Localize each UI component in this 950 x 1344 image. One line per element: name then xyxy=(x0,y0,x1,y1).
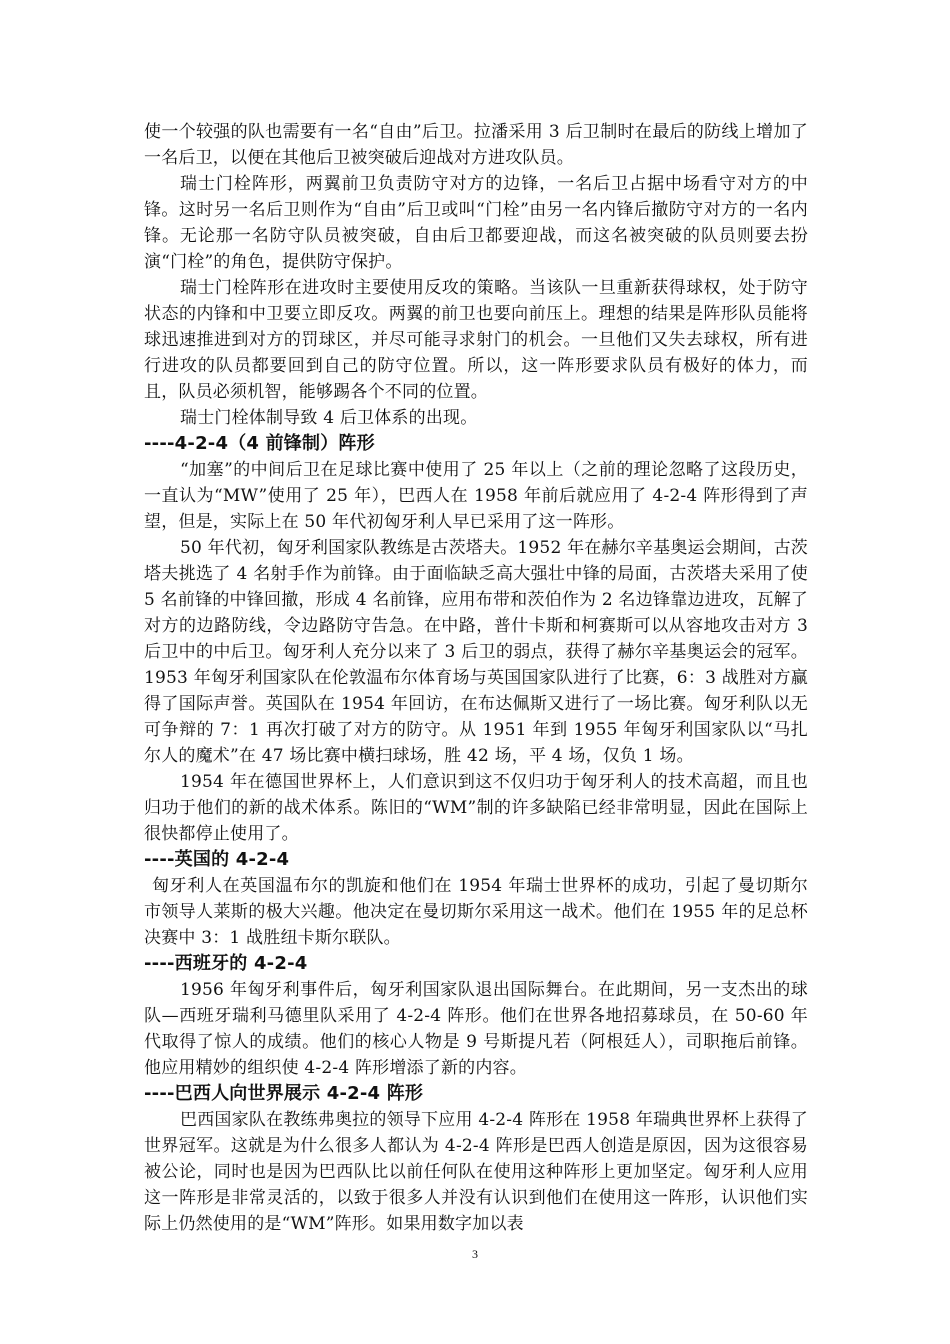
body-paragraph: 1956 年匈牙利事件后，匈牙利国家队退出国际舞台。在此期间，另一支杰出的球队—西班牙瑞利马德里队采用了 4-2-4 阵形。他们在世界各地招募球员，在 50-60 年代取得了惊人的成绩。他们的核心人物是 9 号斯提凡若（阿根廷人），司职拖后前锋。他应用精妙的组织使 4-2-4 阵形增添了新的内容。 xyxy=(144,980,808,1078)
section-heading: ----巴西人向世界展示 4-2-4 阵形 xyxy=(144,1083,424,1104)
body-paragraph: 巴西国家队在教练弗奥拉的领导下应用 4-2-4 阵形在 1958 年瑞典世界杯上获得了世界冠军。这就是为什么很多人都认为 4-2-4 阵形是巴西人创造是原因，因为这很容易被公论，同时也是因为巴西队比以前任何队在使用这种阵形上更加坚定。匈牙利人应用这一阵形是非常灵活的，以致于很多人并没有认识到他们在使用这一阵形，认识他们实际上仍然使用的是“WM”阵形。如果用数字加以表 xyxy=(144,1110,808,1234)
section-heading: ----4-2-4（4 前锋制）阵形 xyxy=(144,433,375,454)
section-heading: ----西班牙的 4-2-4 xyxy=(144,953,308,974)
body-paragraph: 1954 年在德国世界杯上，人们意识到这不仅归功于匈牙利人的技术高超，而且也归功于他们的新的战术体系。陈旧的“WM”制的许多缺陷已经非常明显，因此在国际上很快都停止使用了。 xyxy=(144,772,808,844)
body-paragraph: 使一个较强的队也需要有一名“自由”后卫。拉潘采用 3 后卫制时在最后的防线上增加了一名后卫，以便在其他后卫被突破后迎战对方进攻队员。 xyxy=(144,122,808,168)
section-heading: ----英国的 4-2-4 xyxy=(144,849,290,870)
page-number: 3 xyxy=(472,1247,478,1261)
body-paragraph: 瑞士门栓阵形在进攻时主要使用反攻的策略。当该队一旦重新获得球权，处于防守状态的内锋和中卫要立即反攻。两翼的前卫也要向前压上。理想的结果是阵形队员能将球迅速推进到对方的罚球区，并尽可能寻求射门的机会。一旦他们又失去球权，所有进行进攻的队员都要回到自己的防守位置。所以，这一阵形要求队员有极好的体力，而且，队员必须机智，能够踢各个不同的位置。 xyxy=(144,278,808,402)
document-body xyxy=(144,119,808,1237)
body-paragraph: 瑞士门栓阵形，两翼前卫负责防守对方的边锋，一名后卫占据中场看守对方的中锋。这时另一名后卫则作为“自由”后卫或叫“门栓”由另一名内锋后撤防守对方的一名内锋。无论那一名防守队员被突破，自由后卫都要迎战，而这名被突破的队员则要去扮演“门栓”的角色，提供防守保护。 xyxy=(144,174,808,272)
body-paragraph: “加塞”的中间后卫在足球比赛中使用了 25 年以上（之前的理论忽略了这段历史，一直认为“MW”使用了 25 年），巴西人在 1958 年前后就应用了 4-2-4 阵形得到了声望，但是，实际上在 50 年代初匈牙利人早已采用了这一阵形。 xyxy=(144,460,808,532)
body-paragraph: 50 年代初，匈牙利国家队教练是古茨塔夫。1952 年在赫尔辛基奥运会期间，古茨塔夫挑选了 4 名射手作为前锋。由于面临缺乏高大强壮中锋的局面，古茨塔夫采用了使 5 名前锋的中锋回撤，形成 4 名前锋，应用布带和茨伯作为 2 名边锋靠边进攻，瓦解了对方的边路防线，令边路防守告急。在中路，普什卡斯和柯赛斯可以从容地攻击对方 3 后卫中的中后卫。匈牙利人充分以来了 3 后卫的弱点，获得了赫尔辛基奥运会的冠军。1953 年匈牙利国家队在伦敦温布尔体育场与英国国家队进行了比赛，6：3 战胜对方赢得了国际声誉。英国队在 1954 年回访，在布达佩斯又进行了一场比赛。匈牙利队以无可争辩的 7：1 再次打破了对方的防守。从 1951 年到 1955 年匈牙利国家队以“马扎尔人的魔术”在 47 场比赛中横扫球场，胜 42 场，平 4 场，仅负 1 场。 xyxy=(144,538,808,766)
body-paragraph: 匈牙利人在英国温布尔的凯旋和他们在 1954 年瑞士世界杯的成功，引起了曼切斯尔市领导人莱斯的极大兴趣。他决定在曼切斯尔采用这一战术。他们在 1955 年的足总杯决赛中 3：1 战胜纽卡斯尔联队。 xyxy=(144,876,808,948)
body-paragraph: 瑞士门栓体制导致 4 后卫体系的出现。 xyxy=(180,408,478,428)
